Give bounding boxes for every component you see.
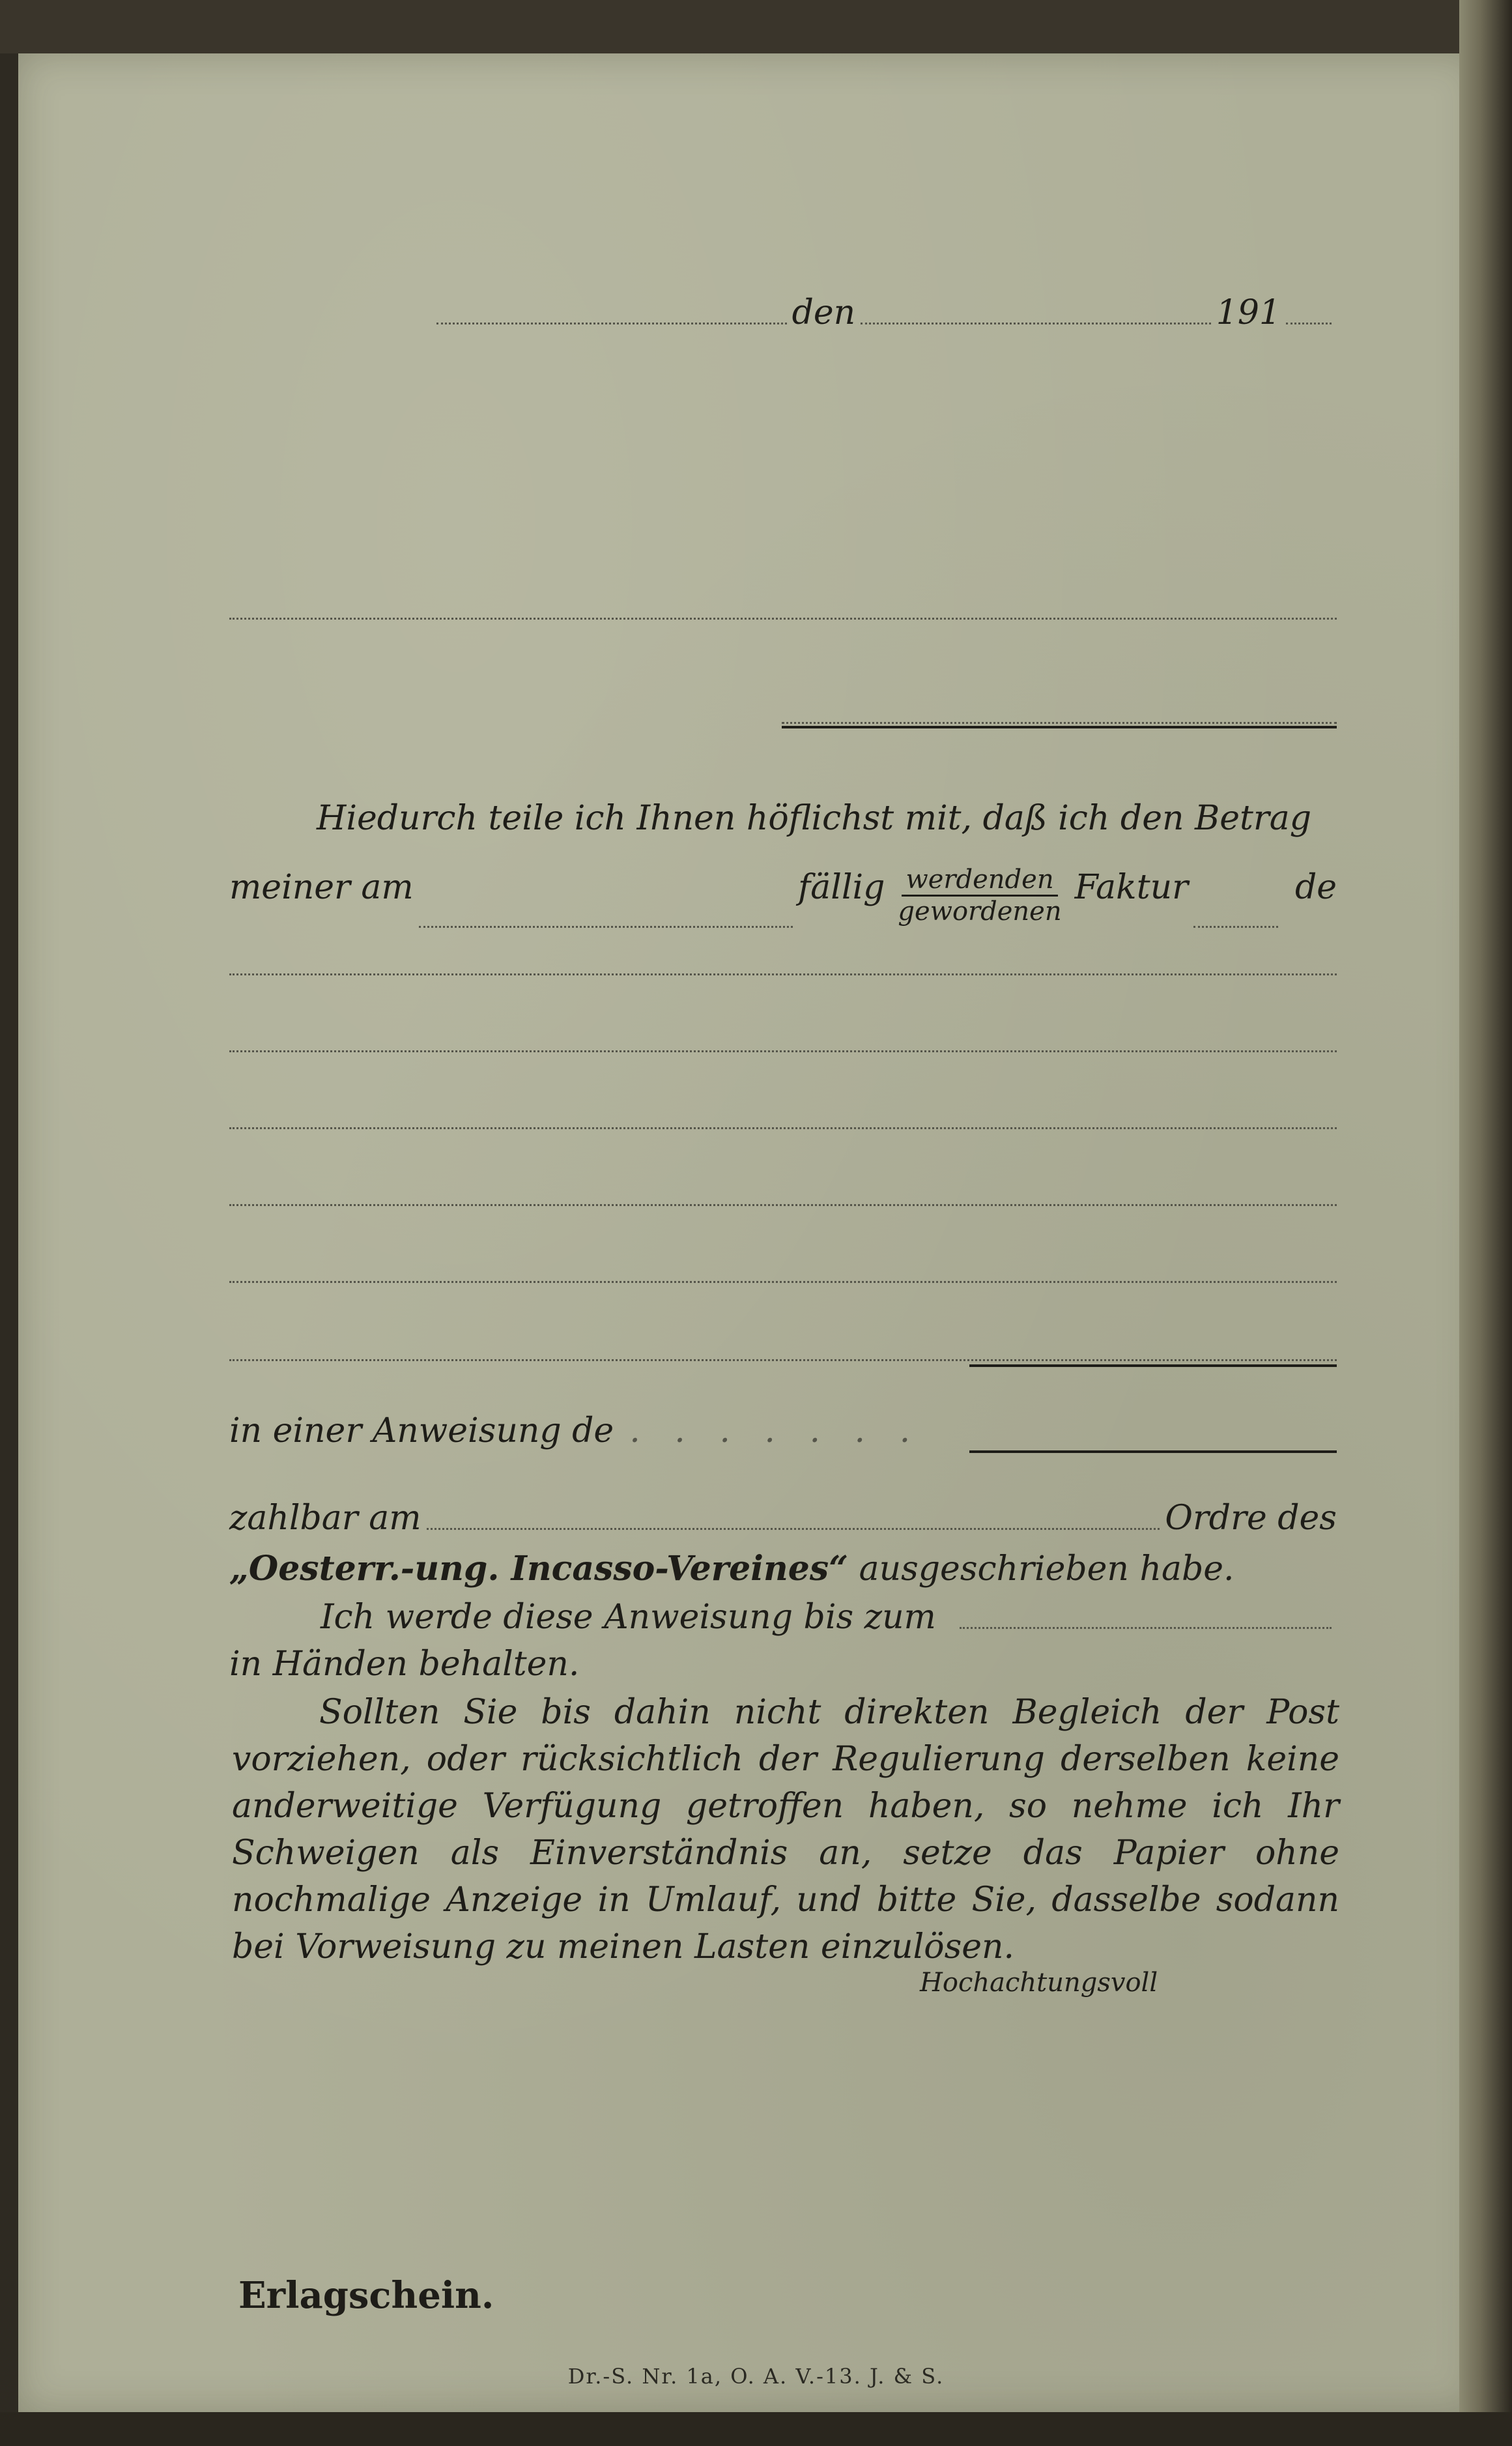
faellig-label: fällig (797, 868, 885, 907)
blank-line-1[interactable] (229, 973, 1337, 975)
invoice-line (229, 867, 1337, 937)
zahlbar-date-field[interactable] (427, 1528, 1160, 1530)
den-label: den (792, 293, 856, 332)
year-field[interactable] (1286, 323, 1332, 324)
faktur-label: Faktur (1074, 868, 1188, 907)
anweisung-dots: . . . . . . . (629, 1411, 922, 1450)
scan-right-edge (1459, 0, 1512, 2446)
hold-line (321, 1596, 1337, 1638)
signature-greeting: Hochachtungsvoll (920, 1968, 1158, 1998)
zahlbar-line (229, 1497, 1337, 1539)
amount-underline (969, 1364, 1337, 1367)
erlagschein-title: Erlagschein. (238, 2274, 494, 2317)
blank-line-4[interactable] (229, 1204, 1337, 1206)
frac-werdenden: werdenden (902, 865, 1057, 897)
de-suffix: de (1294, 868, 1337, 907)
hold-text: Ich werde diese Anweisung bis zum (321, 1598, 936, 1637)
intro-text: Hiedurch teile ich Ihnen höflichst mit, daß ich den Betrag (317, 799, 1312, 838)
address-line-1[interactable] (229, 618, 1337, 620)
blank-line-3[interactable] (229, 1127, 1337, 1129)
scan-bottom-band (0, 2412, 1512, 2446)
hold-line-2 (229, 1643, 1337, 1685)
tense-fraction (894, 865, 1065, 927)
printer-imprint: Dr.-S. Nr. 1a, O. A. V.-13. J. & S. (567, 2364, 945, 2389)
address-line-2[interactable] (782, 722, 1337, 724)
address-underline (782, 726, 1337, 728)
anweisung-amount-line[interactable] (969, 1450, 1337, 1453)
year-prefix: 191 (1216, 293, 1281, 332)
closing-paragraph: Sollten Sie bis dahin nicht direkten Begleich der Post vorziehen, oder rücksichtlich der Regulierung derselben keine anderweitige Verfügung getroffen haben, so nehme ich Ihr Schweigen als Einverständnis an, setze das Papier ohne nochmalige Anzeige in Umlauf, und bitte Sie, dasselbe sodann bei Vorweisung zu meinen Lasten einzulösen. (232, 1693, 1339, 1966)
meiner-am-label: meiner am (229, 868, 414, 907)
form-sheet (18, 53, 1477, 2412)
intro-line (317, 798, 1337, 839)
blank-line-5[interactable] (229, 1281, 1337, 1283)
place-field[interactable] (436, 323, 787, 324)
date-line (431, 292, 1337, 334)
verein-name: „Oesterr.-ung. Incasso-Vereines“ (229, 1549, 849, 1589)
verein-rest: ausgeschrieben habe. (848, 1549, 1234, 1589)
blank-line-6[interactable] (229, 1359, 1337, 1361)
ordre-label: Ordre des (1165, 1499, 1337, 1538)
scan-top-band (0, 0, 1512, 53)
hold-date-field[interactable] (960, 1627, 1332, 1629)
verein-line (229, 1548, 1337, 1590)
frac-gewordenen: gewordenen (898, 897, 1062, 927)
faktur-field[interactable] (1193, 926, 1278, 928)
invoice-date-field[interactable] (419, 926, 793, 928)
blank-line-2[interactable] (229, 1050, 1337, 1052)
date-field[interactable] (861, 323, 1211, 324)
anweisung-label: in einer Anweisung de (229, 1411, 614, 1450)
anweisung-line (229, 1410, 1337, 1452)
hold-text-2: in Händen behalten. (229, 1645, 580, 1684)
zahlbar-label: zahlbar am (229, 1499, 421, 1538)
